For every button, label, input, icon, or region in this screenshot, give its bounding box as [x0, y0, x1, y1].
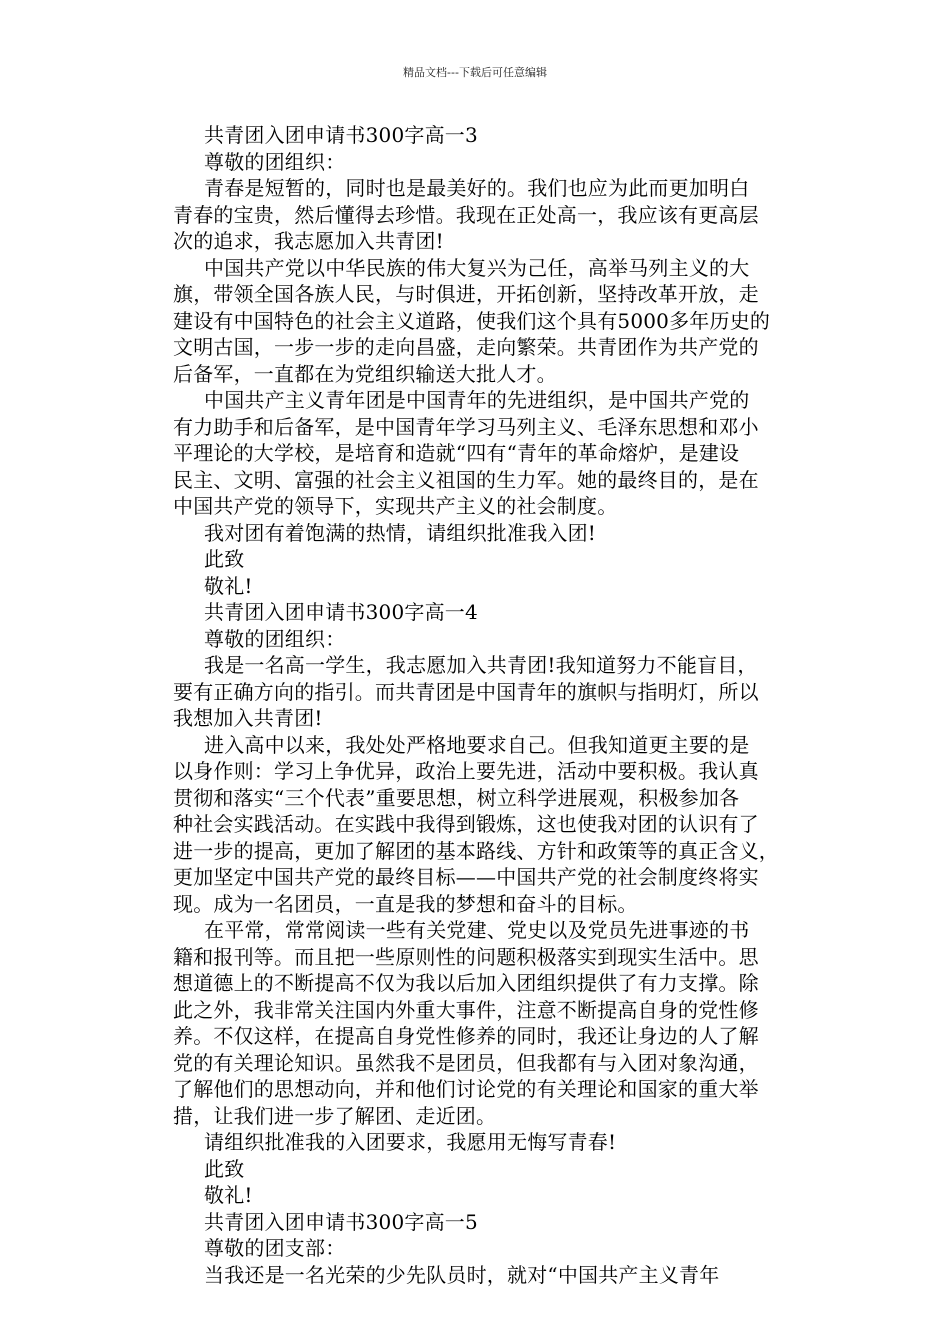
- salutation: 尊敬的团组织：: [204, 149, 346, 174]
- salutation: 尊敬的团支部：: [204, 1236, 346, 1260]
- paragraph-line: 中国共产主义青年团是中国青年的先进组织，是中国共产党的: [204, 388, 750, 412]
- paragraph-line: 我对团有着饱满的热情，请组织批准我入团!: [204, 520, 597, 545]
- closing-line: 敬礼!: [204, 1183, 253, 1207]
- paragraph-line: 此之外，我非常关注国内外重大事件，注意不断提高自身的党性修: [173, 997, 759, 1022]
- paragraph-line: 以身作则：学习上争优异，政治上要先进，活动中要积极。我认真: [173, 759, 759, 783]
- paragraph-line: 民主、文明、富强的社会主义祖国的生力军。她的最终目的，是在: [173, 467, 759, 492]
- document-body: [173, 122, 813, 1288]
- paragraph-line: 当我还是一名光荣的少先队员时，就对“中国共产主义青年: [204, 1262, 720, 1287]
- paragraph-line: 党的有关理论知识。虽然我不是团员，但我都有与入团对象沟通，: [173, 1050, 759, 1075]
- paragraph-line: 种社会实践活动。在实践中我得到锻炼，这也使我对团的认识有了: [173, 812, 759, 836]
- paragraph-line: 文明古国，一步一步的走向昌盛，走向繁荣。共青团作为共产党的: [173, 335, 759, 359]
- closing-line: 敬礼!: [204, 573, 253, 598]
- paragraph-line: 次的追求，我志愿加入共青团!: [173, 229, 444, 253]
- paragraph-line: 后备军，一直都在为党组织输送大批人才。: [173, 361, 557, 386]
- paragraph-line: 养。不仅这样，在提高自身党性修养的同时，我还让身边的人了解: [173, 1024, 759, 1048]
- paragraph-line: 青春的宝贵，然后懂得去珍惜。我现在正处高一，我应该有更高层: [173, 202, 759, 227]
- paragraph-line: 建设有中国特色的社会主义道路，使我们这个具有5000多年历史的: [173, 308, 771, 333]
- section-title: 共青团入团申请书300字高一3: [204, 123, 478, 147]
- paragraph-line: 青春是短暂的，同时也是最美好的。我们也应为此而更加明白: [204, 176, 750, 200]
- closing-line: 此致: [204, 1156, 245, 1181]
- paragraph-line: 更加坚定中国共产党的最终目标——中国共产党的社会制度终将实: [173, 865, 759, 889]
- page-header: 精品文档---下载后可任意编辑: [403, 66, 547, 79]
- paragraph-line: 想道德上的不断提高不仅为我以后加入团组织提供了有力支撑。除: [173, 971, 759, 995]
- closing-line: 此致: [204, 547, 245, 571]
- paragraph-line: 贯彻和落实“三个代表”重要思想，树立科学进展观，积极参加各: [173, 785, 740, 810]
- salutation: 尊敬的团组织：: [204, 626, 346, 651]
- paragraph-line: 我想加入共青团!: [173, 706, 323, 730]
- paragraph-line: 请组织批准我的入团要求，我愿用无悔写青春!: [204, 1130, 617, 1154]
- paragraph-line: 了解他们的思想动向，并和他们讨论党的有关理论和国家的重大举: [173, 1077, 759, 1101]
- paragraph-line: 要有正确方向的指引。而共青团是中国青年的旗帜与指明灯，所以: [173, 679, 759, 704]
- paragraph-line: 籍和报刊等。而且把一些原则性的问题积极落实到现实生活中。思: [173, 944, 759, 969]
- paragraph-line: 中国共产党的领导下，实现共产主义的社会制度。: [173, 494, 618, 518]
- paragraph-line: 有力助手和后备军，是中国青年学习马列主义、毛泽东思想和邓小: [173, 414, 759, 439]
- section-title: 共青团入团申请书300字高一4: [204, 600, 478, 624]
- paragraph-line: 现。成为一名团员，一直是我的梦想和奋斗的目标。: [173, 891, 638, 916]
- paragraph-line: 措，让我们进一步了解团、走近团。: [173, 1103, 497, 1128]
- paragraph-line: 旗，带领全国各族人民，与时俱进，开拓创新，坚持改革开放，走: [173, 282, 759, 306]
- section-title: 共青团入团申请书300字高一5: [204, 1209, 478, 1234]
- paragraph-line: 在平常，常常阅读一些有关党建、党史以及党员先进事迹的书: [204, 918, 750, 942]
- paragraph-line: 进入高中以来，我处处严格地要求自己。但我知道更主要的是: [204, 732, 750, 757]
- paragraph-line: 平理论的大学校，是培育和造就“四有“青年的革命熔炉，是建设: [173, 441, 740, 465]
- paragraph-line: 我是一名高一学生，我志愿加入共青团!我知道努力不能盲目，: [204, 653, 758, 677]
- paragraph-line: 进一步的提高，更加了解团的基本路线、方针和政策等的真正含义，: [173, 838, 779, 863]
- paragraph-line: 中国共产党以中华民族的伟大复兴为己任，高举马列主义的大: [204, 255, 750, 280]
